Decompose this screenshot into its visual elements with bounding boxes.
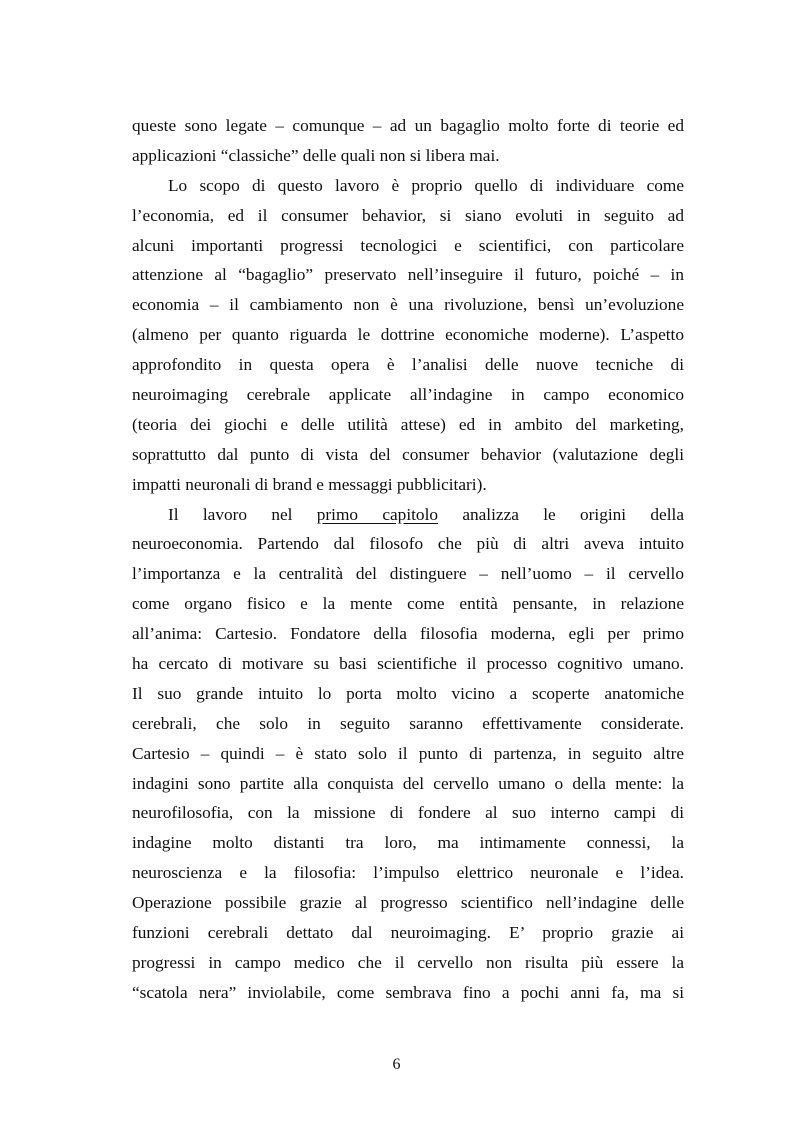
text-line: l’economia, ed il consumer behavior, si siano evoluti in seguito ad <box>132 205 684 225</box>
text-line: funzioni cerebrali dettato dal neuroimaging. E’ proprio grazie ai <box>132 923 684 943</box>
page-number: 6 <box>392 1056 401 1073</box>
text-line: attenzione al “bagaglio” preservato nell’inseguire il futuro, poiché – in <box>132 265 684 285</box>
text-line: ha cercato di motivare su basi scientifiche il processo cognitivo umano. <box>132 654 684 674</box>
text-line: progressi in campo medico che il cervello non risulta più essere la <box>132 952 684 972</box>
text-line: Operazione possibile grazie al progresso scientifico nell’indagine delle <box>132 893 684 913</box>
text-line: neurofilosofia, con la missione di fondere al suo interno campi di <box>132 803 684 823</box>
text-line: Lo scopo di questo lavoro è proprio quello di individuare come <box>168 175 684 195</box>
primo-capitolo-link[interactable]: primo capitolo <box>316 504 439 524</box>
text-span: Il lavoro nel <box>168 504 317 524</box>
text-line: Il suo grande intuito lo porta molto vicino a scoperte anatomiche <box>132 683 684 703</box>
text-line: indagini sono partite alla conquista del cervello umano o della mente: la <box>132 773 684 793</box>
text-line: l’importanza e la centralità del distinguere – nell’uomo – il cervello <box>132 564 684 584</box>
body-text <box>132 111 684 1008</box>
text-line: queste sono legate – comunque – ad un bagaglio molto forte di teorie ed <box>132 116 684 135</box>
text-line-primo-capitolo <box>132 500 684 530</box>
text-line: impatti neuronali di brand e messaggi pubblicitari). <box>132 474 487 494</box>
text-line: (almeno per quanto riguarda le dottrine economiche moderne). L’aspetto <box>132 325 684 345</box>
text-line: come organo fisico e la mente come entità pensante, in relazione <box>132 594 684 614</box>
text-line: neuroscienza e la filosofia: l’impulso elettrico neuronale e l’idea. <box>132 863 684 883</box>
text-line: applicazioni “classiche” delle quali non si libera mai. <box>132 145 500 165</box>
text-span: analizza le origini della <box>438 504 684 524</box>
text-line: “scatola nera” inviolabile, come sembrava fino a pochi anni fa, ma si <box>132 982 684 1002</box>
text-line: soprattutto dal punto di vista del consumer behavior (valutazione degli <box>132 444 684 464</box>
text-line: alcuni importanti progressi tecnologici e scientifici, con particolare <box>132 235 684 255</box>
text-line: approfondito in questa opera è l’analisi delle nuove tecniche di <box>132 355 684 375</box>
text-line: indagine molto distanti tra loro, ma intimamente connessi, la <box>132 833 684 853</box>
text-line: all’anima: Cartesio. Fondatore della filosofia moderna, egli per primo <box>132 624 684 644</box>
text-line: neuroimaging cerebrale applicate all’indagine in campo economico <box>132 385 684 405</box>
text-line: neuroeconomia. Partendo dal filosofo che più di altri aveva intuito <box>132 534 684 554</box>
text-line: economia – il cambiamento non è una rivoluzione, bensì un’evoluzione <box>132 295 684 315</box>
text-line: Cartesio – quindi – è stato solo il punto di partenza, in seguito altre <box>132 743 684 763</box>
text-line: (teoria dei giochi e delle utilità attese) ed in ambito del marketing, <box>132 414 684 434</box>
text-line: cerebrali, che solo in seguito saranno effettivamente considerate. <box>132 713 684 733</box>
